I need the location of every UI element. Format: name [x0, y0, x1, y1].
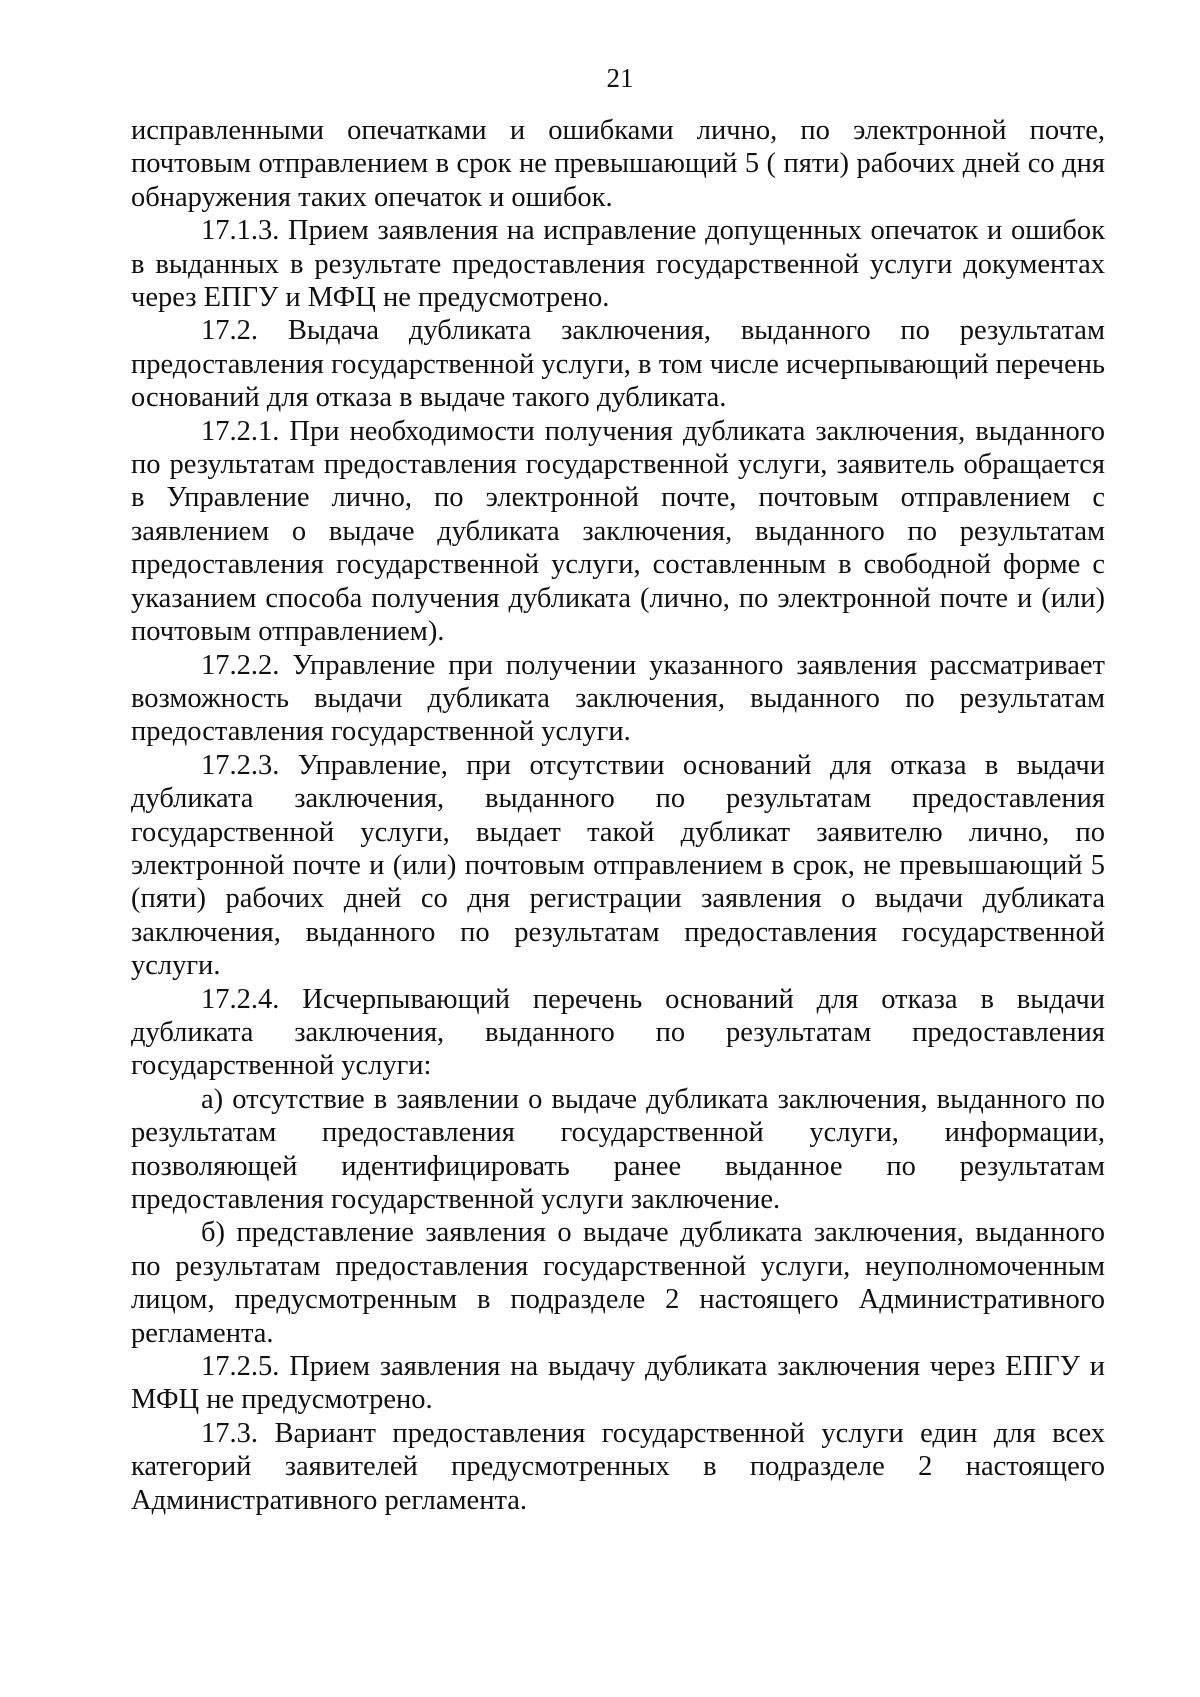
paragraph-17-2-1: 17.2.1. При необходимости получения дубликата заключения, выданного по результатам предоставления государственной услуги, заявитель обращается в Управление лично, по электронной почте, почтовым отправлением с заявлением о выдаче дубликата заключения, выданного по результатам предоставления государственной услуги, составленным в свободной форме с указанием способа получения дубликата (лично, по электронной почте и (или) почтовым отправлением).	[131, 415, 1105, 648]
paragraph-17-1-3: 17.1.3. Прием заявления на исправление допущенных опечаток и ошибок в выданных в результате предоставления государственной услуги документах через ЕПГУ и МФЦ не предусмотрено.	[131, 215, 1105, 314]
paragraph-17-2-2: 17.2.2. Управление при получении указанного заявления рассматривает возможность выдачи дубликата заключения, выданного по результатам предоставления государственной услуги.	[131, 649, 1105, 748]
paragraph-item-a: а) отсутствие в заявлении о выдаче дубликата заключения, выданного по результатам предоставления государственной услуги, информации, позволяющей идентифицировать ранее выданное по результатам предоставления государственной услуги заключение.	[131, 1083, 1105, 1215]
document-body	[131, 114, 1105, 1517]
paragraph-continuation: исправленными опечатками и ошибками лично, по электронной почте, почтовым отправлением в срок не превышающий 5 ( пяти) рабочих дней со дня обнаружения таких опечаток и ошибок.	[131, 115, 1105, 213]
paragraph-17-2-3: 17.2.3. Управление, при отсутствии оснований для отказа в выдачи дубликата заключения, выданного по результатам предоставления государственной услуги, выдает такой дубликат заявителю лично, по электронной почте и (или) почтовым отправлением в срок, не превышающий 5 (пяти) рабочих дней со дня регистрации заявления о выдачи дубликата заключения, выданного по результатам предоставления государственной услуги.	[131, 749, 1105, 982]
paragraph-item-b: б) представление заявления о выдаче дубликата заключения, выданного по результатам предоставления государственной услуги, неуполномоченным лицом, предусмотренным в подразделе 2 настоящего Административного регламента.	[131, 1217, 1105, 1349]
paragraph-17-2-5: 17.2.5. Прием заявления на выдачу дубликата заключения через ЕПГУ и МФЦ не предусмотрено.	[131, 1351, 1105, 1416]
paragraph-17-2: 17.2. Выдача дубликата заключения, выданного по результатам предоставления государственной услуги, в том числе исчерпывающий перечень оснований для отказа в выдаче такого дубликата.	[131, 315, 1105, 414]
paragraph-17-2-4: 17.2.4. Исчерпывающий перечень оснований для отказа в выдачи дубликата заключения, выданного по результатам предоставления государственной услуги:	[131, 983, 1105, 1082]
page-number: 21	[606, 63, 634, 93]
paragraph-17-3: 17.3. Вариант предоставления государственной услуги един для всех категорий заявителей предусмотренных в подразделе 2 настоящего Административного регламента.	[131, 1417, 1105, 1516]
